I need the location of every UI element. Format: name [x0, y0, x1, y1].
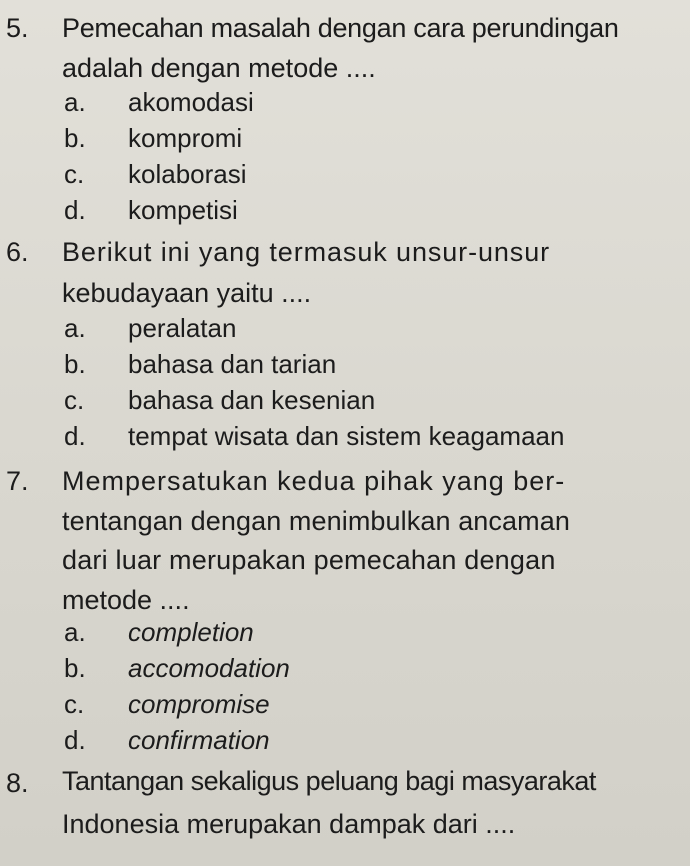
- question-text-line: Indonesia merupakan dampak dari ....: [62, 809, 516, 839]
- option-text: bahasa dan tarian: [128, 349, 337, 379]
- question-text-line: adalah dengan metode ....: [62, 53, 376, 83]
- option-text: compromise: [128, 689, 270, 719]
- option-letter: a.: [64, 617, 86, 647]
- option-letter: d.: [64, 725, 86, 755]
- question-text-line: Pemecahan masalah dengan cara perundingan: [62, 13, 619, 43]
- question-number: 5.: [6, 13, 29, 43]
- option-letter: d.: [64, 195, 86, 225]
- option-text: peralatan: [128, 313, 237, 343]
- question-text-line: tentangan dengan menimbulkan ancaman: [62, 506, 570, 536]
- option-letter: a.: [64, 87, 86, 117]
- question-text-line: dari luar merupakan pemecahan dengan: [62, 545, 556, 575]
- option-text: completion: [128, 617, 254, 647]
- option-text: kolaborasi: [128, 159, 247, 189]
- option-text: confirmation: [128, 725, 270, 755]
- option-letter: c.: [64, 689, 85, 719]
- option-letter: c.: [64, 159, 85, 189]
- option-letter: b.: [64, 349, 86, 379]
- question-text-line: Mempersatukan kedua pihak yang ber-: [62, 466, 566, 496]
- option-text: tempat wisata dan sistem keagamaan: [128, 421, 565, 451]
- option-text: bahasa dan kesenian: [128, 385, 376, 415]
- question-number: 6.: [6, 237, 29, 267]
- option-letter: c.: [64, 385, 85, 415]
- question-text-line: metode ....: [62, 585, 190, 615]
- question-text-line: Tantangan sekaligus peluang bagi masyarakat: [62, 766, 596, 796]
- option-text: kompetisi: [128, 195, 238, 225]
- question-number: 7.: [6, 466, 29, 496]
- option-letter: a.: [64, 313, 86, 343]
- question-text-line: kebudayaan yaitu ....: [62, 278, 312, 308]
- option-letter: b.: [64, 653, 86, 683]
- option-letter: b.: [64, 123, 86, 153]
- option-letter: d.: [64, 421, 86, 451]
- option-text: accomodation: [128, 653, 290, 683]
- question-text-line: Berikut ini yang termasuk unsur-unsur: [62, 237, 551, 267]
- option-text: kompromi: [128, 123, 243, 153]
- question-number: 8.: [6, 768, 29, 798]
- option-text: akomodasi: [128, 87, 254, 117]
